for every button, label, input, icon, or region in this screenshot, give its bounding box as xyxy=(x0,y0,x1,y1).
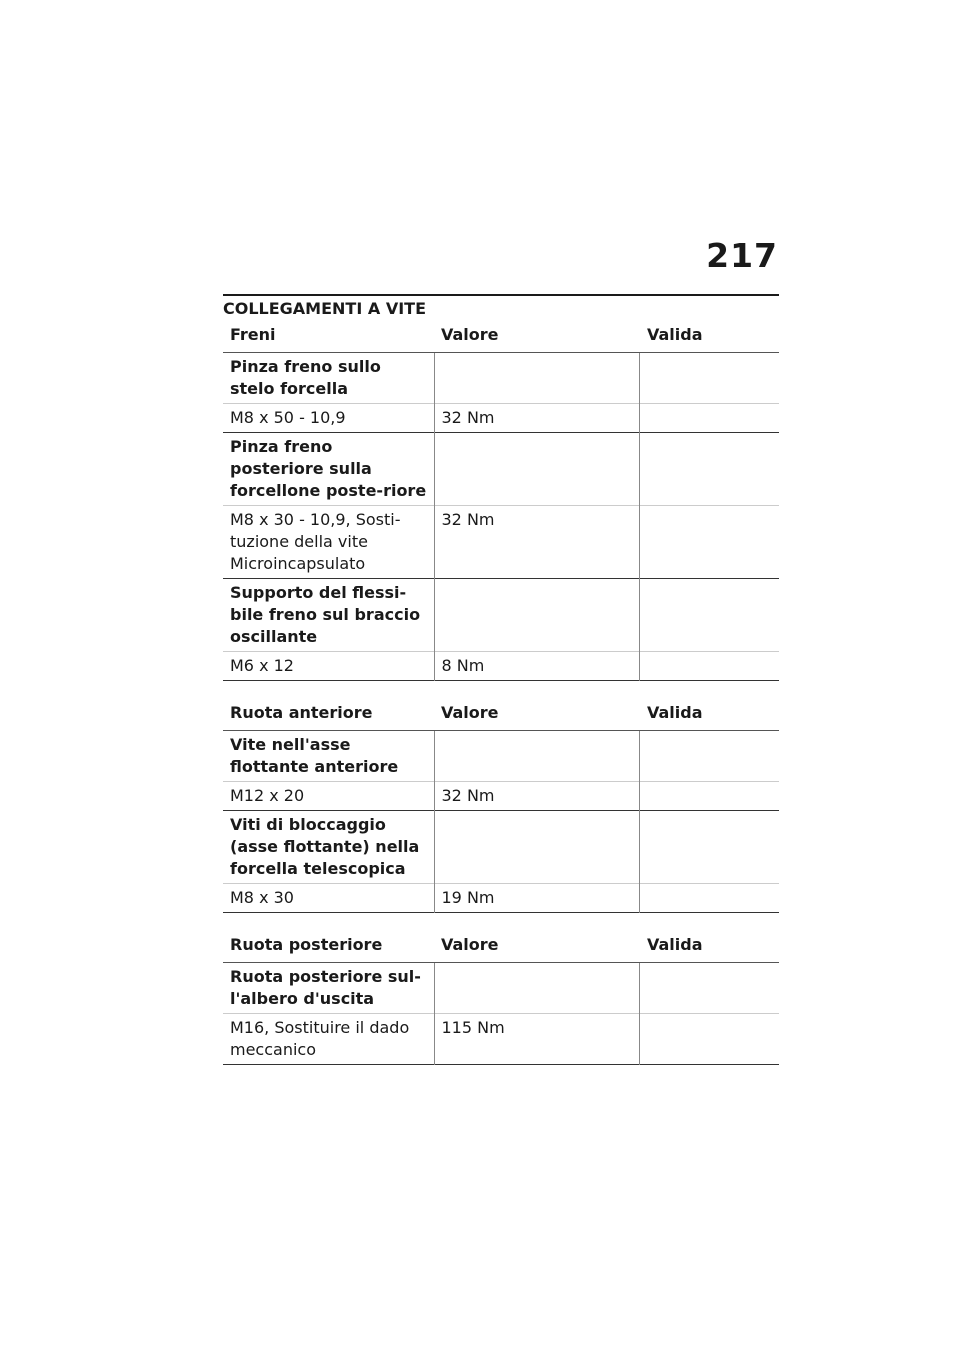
table-row xyxy=(223,963,779,1014)
valid-cell xyxy=(639,579,779,652)
table-row xyxy=(223,884,779,913)
table-row xyxy=(223,433,779,506)
column-header-component: Ruota anteriore xyxy=(223,699,434,731)
table-row xyxy=(223,782,779,811)
table-row xyxy=(223,506,779,579)
torque-value: 115 Nm xyxy=(434,1014,639,1065)
screw-spec: M8 x 50 - 10,9 xyxy=(223,404,434,433)
valid-cell xyxy=(639,963,779,1014)
component-name: Viti di bloccaggio (asse flottante) nella forcella telescopica xyxy=(223,811,434,884)
table-row xyxy=(223,652,779,681)
empty-cell xyxy=(434,811,639,884)
screw-spec: M16, Sostituire il dado meccanico xyxy=(223,1014,434,1065)
table-row xyxy=(223,1014,779,1065)
valid-cell xyxy=(639,731,779,782)
valid-cell xyxy=(639,811,779,884)
rear-wheel-table xyxy=(223,931,779,1065)
column-header-component: Ruota posteriore xyxy=(223,931,434,963)
table-row xyxy=(223,731,779,782)
page-number: 217 xyxy=(706,236,778,275)
torque-value: 32 Nm xyxy=(434,404,639,433)
component-name: Vite nell'asse flottante anteriore xyxy=(223,731,434,782)
table-header-row xyxy=(223,321,779,353)
table-row xyxy=(223,353,779,404)
component-name: Ruota posteriore sul-l'albero d'uscita xyxy=(223,963,434,1014)
column-header-value: Valore xyxy=(434,699,639,731)
brakes-table xyxy=(223,321,779,681)
column-header-valid: Valida xyxy=(639,321,779,353)
screw-spec: M8 x 30 xyxy=(223,884,434,913)
empty-cell xyxy=(639,884,779,913)
empty-cell xyxy=(639,404,779,433)
torque-value: 8 Nm xyxy=(434,652,639,681)
table-row xyxy=(223,811,779,884)
column-header-value: Valore xyxy=(434,931,639,963)
table-header-row xyxy=(223,699,779,731)
screw-connections-section xyxy=(223,294,779,1065)
front-wheel-table xyxy=(223,699,779,913)
empty-cell xyxy=(639,782,779,811)
empty-cell xyxy=(434,731,639,782)
column-header-value: Valore xyxy=(434,321,639,353)
torque-value: 19 Nm xyxy=(434,884,639,913)
component-name: Supporto del flessi-bile freno sul braccio oscillante xyxy=(223,579,434,652)
component-name: Pinza freno posteriore sulla forcellone poste-riore xyxy=(223,433,434,506)
valid-cell xyxy=(639,353,779,404)
table-row xyxy=(223,404,779,433)
screw-spec: M6 x 12 xyxy=(223,652,434,681)
torque-value: 32 Nm xyxy=(434,782,639,811)
empty-cell xyxy=(434,433,639,506)
torque-value: 32 Nm xyxy=(434,506,639,579)
table-row xyxy=(223,579,779,652)
column-header-valid: Valida xyxy=(639,699,779,731)
valid-cell xyxy=(639,433,779,506)
table-header-row xyxy=(223,931,779,963)
empty-cell xyxy=(434,579,639,652)
column-header-component: Freni xyxy=(223,321,434,353)
screw-spec: M8 x 30 - 10,9, Sosti-tuzione della vite Microincapsulato xyxy=(223,506,434,579)
column-header-valid: Valida xyxy=(639,931,779,963)
empty-cell xyxy=(639,1014,779,1065)
section-title: COLLEGAMENTI A VITE xyxy=(223,299,426,318)
empty-cell xyxy=(434,353,639,404)
component-name: Pinza freno sullo stelo forcella xyxy=(223,353,434,404)
empty-cell xyxy=(434,963,639,1014)
screw-spec: M12 x 20 xyxy=(223,782,434,811)
empty-cell xyxy=(639,652,779,681)
empty-cell xyxy=(639,506,779,579)
